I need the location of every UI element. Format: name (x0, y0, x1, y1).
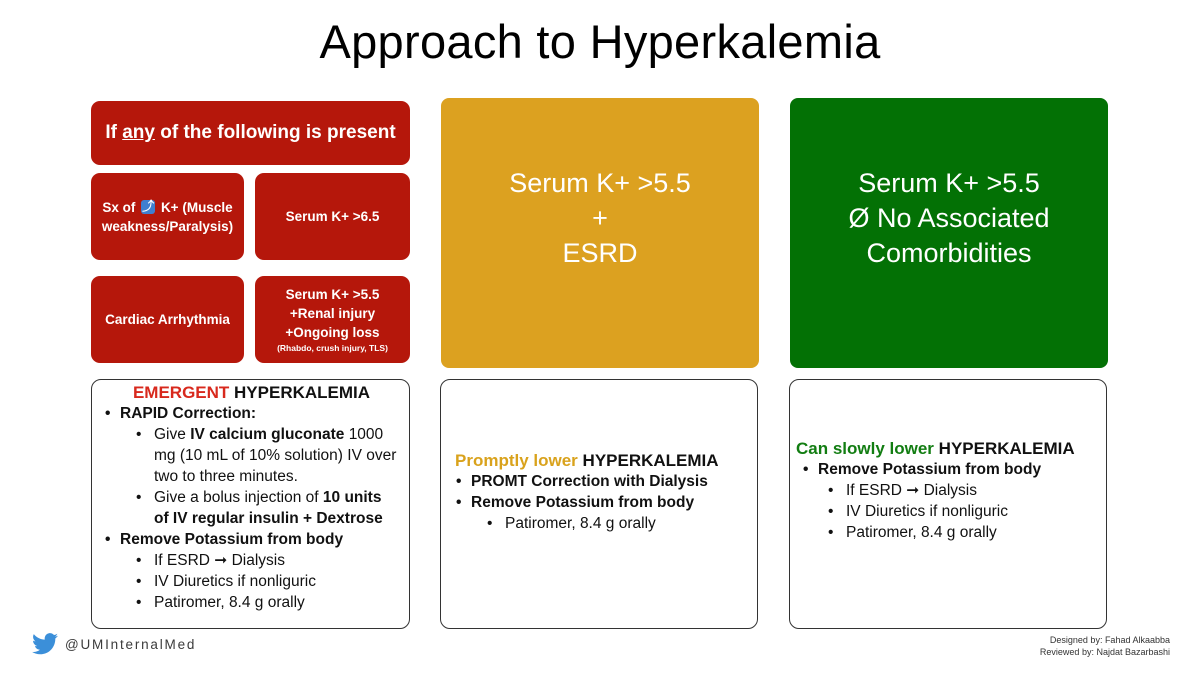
reviewed-by: Reviewed by: Najdat Bazarbashi (1039, 647, 1170, 657)
criterion-symptoms-line2: weakness/Paralysis) (101, 218, 234, 234)
list-item (796, 480, 1106, 501)
twitter-handle[interactable]: @UMInternalMed (65, 637, 197, 652)
emergent-criteria-header (91, 101, 410, 165)
criterion-renal-note: (Rhabdo, crush injury, TLS) (277, 342, 388, 353)
emergent-treatment-panel (91, 379, 410, 629)
patiromer-text: Patiromer, 8.4 g orally (505, 514, 656, 532)
prompt-treatment-panel (440, 379, 758, 629)
emergent-panel-title (104, 383, 399, 403)
esrd-dialysis-text: If ESRD ➞ Dialysis (846, 482, 977, 499)
header-suffix: of the following is present (160, 122, 396, 143)
slow-treatment-panel (789, 379, 1107, 629)
list-item (104, 550, 399, 571)
slow-title-colored: Can slowly lower (796, 439, 934, 458)
no-comorb-line1: Serum K+ >5.5 (858, 167, 1040, 198)
list-item (455, 492, 757, 513)
no-comorb-line2: Ø No Associated (848, 202, 1050, 233)
list-item (104, 424, 399, 487)
list-item (104, 529, 399, 550)
criterion-renal-injury (255, 276, 410, 363)
list-item (796, 501, 1106, 522)
promt-correction-text: PROMT Correction with Dialysis (471, 472, 708, 490)
patiromer-text: Patiromer, 8.4 g orally (846, 524, 997, 541)
twitter-bird-icon (32, 633, 58, 655)
remove-potassium-text: Remove Potassium from body (471, 493, 695, 511)
prompt-title-colored: Promptly lower (455, 450, 578, 470)
no-comorb-line3: Comorbidities (866, 237, 1032, 268)
criterion-renal-line3: +Ongoing loss (285, 324, 380, 340)
criterion-serum-k-6-5-text: Serum K+ >6.5 (285, 209, 380, 224)
esrd-line3: ESRD (562, 237, 638, 268)
criterion-serum-k-6-5 (255, 173, 410, 260)
criterion-symptoms-post: K+ (Muscle (160, 199, 233, 215)
page-title: Approach to Hyperkalemia (319, 15, 881, 68)
header-prefix: If (105, 122, 117, 143)
calcium-bold: IV calcium gluconate (190, 426, 345, 443)
designed-by: Designed by: Fahad Alkaabba (1049, 635, 1170, 645)
criterion-renal-line2: +Renal injury (289, 305, 376, 321)
remove-potassium-text: Remove Potassium from body (818, 461, 1042, 478)
emergent-title-colored: EMERGENT (132, 383, 230, 402)
list-item (455, 471, 757, 492)
criterion-cardiac-arrhythmia (91, 276, 244, 363)
slow-title-rest: HYPERKALEMIA (938, 439, 1075, 458)
criterion-renal-line1: Serum K+ >5.5 (285, 286, 380, 302)
credits (1040, 634, 1170, 658)
esrd-condition-box (441, 98, 759, 368)
list-item (802, 459, 1106, 480)
rapid-correction-text: RAPID Correction: (120, 405, 257, 422)
emergent-title-rest: HYPERKALEMIA (234, 383, 371, 402)
no-comorbidities-box (790, 98, 1108, 368)
esrd-line1: Serum K+ >5.5 (509, 167, 691, 198)
list-item (796, 522, 1106, 543)
criterion-symptoms-pre: Sx of (102, 199, 136, 215)
esrd-line2: + (592, 202, 608, 233)
calcium-pre: Give (154, 426, 186, 443)
insulin-pre: Give a bolus injection of (154, 489, 319, 506)
list-item (104, 571, 399, 592)
esrd-dialysis-text: If ESRD ➞ Dialysis (154, 552, 285, 569)
list-item (104, 592, 399, 613)
header-emphasis: any (122, 122, 155, 143)
arrow-up-icon (141, 200, 155, 214)
diuretics-text: IV Diuretics if nonliguric (154, 573, 316, 590)
remove-potassium-text: Remove Potassium from body (120, 531, 344, 548)
insulin-bold: 10 units of IV regular insulin + Dextrose (154, 489, 383, 527)
criterion-cardiac-arrhythmia-text: Cardiac Arrhythmia (105, 312, 230, 327)
patiromer-text: Patiromer, 8.4 g orally (154, 594, 305, 611)
slow-panel-title (796, 439, 1106, 459)
criterion-symptoms (91, 173, 244, 260)
calcium-rest: 1000 mg (10 mL of 10% solution) IV over two to three minutes. (154, 426, 397, 485)
list-item (104, 487, 399, 529)
list-item (455, 513, 757, 534)
prompt-panel-title (455, 451, 757, 471)
list-item (104, 403, 399, 424)
diuretics-text: IV Diuretics if nonliguric (846, 503, 1008, 520)
prompt-title-rest: HYPERKALEMIA (582, 450, 719, 470)
